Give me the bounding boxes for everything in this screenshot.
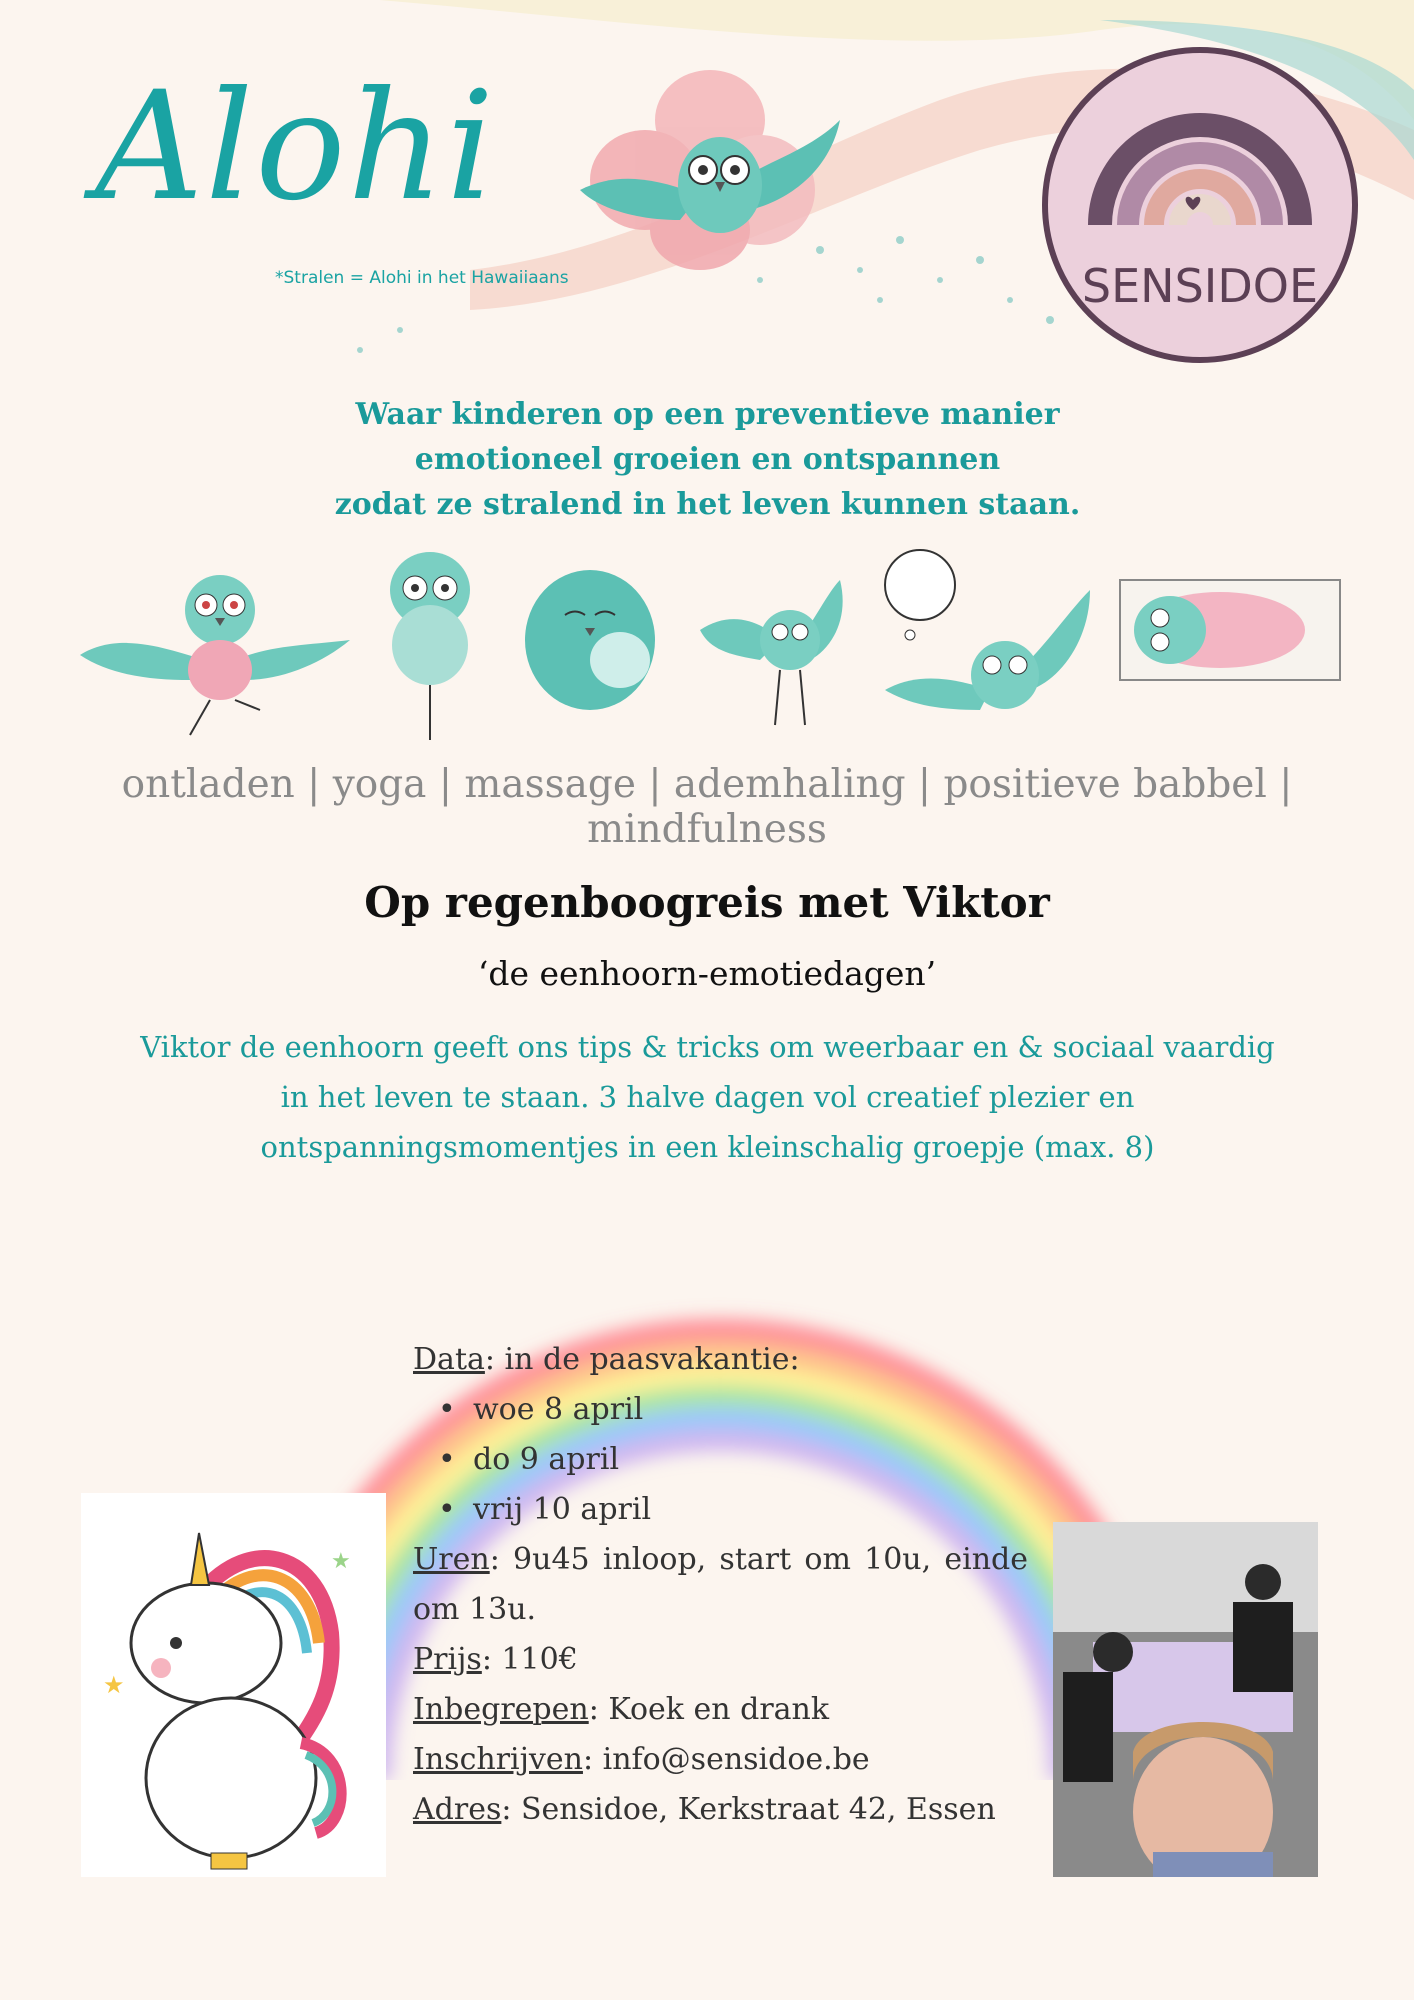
unicorn-illustration (81, 1493, 386, 1877)
logo-note: *Stralen = Alohi in het Hawaiiaans (275, 268, 569, 288)
inschrijven-label: Inschrijven (413, 1742, 583, 1777)
description-line-2: in het leven te staan. 3 halve dagen vol creatief plezier en (280, 1080, 1135, 1114)
date-item: • do 9 april (433, 1435, 1028, 1485)
adres-label: Adres (413, 1792, 502, 1827)
data-row (413, 1335, 1028, 1385)
event-subtitle: ‘de eenhoorn-emotiedagen’ (477, 954, 937, 993)
owl-massage-icon (525, 570, 655, 710)
tagline (230, 392, 1185, 527)
uren-value: : 9u45 inloop, start om 10u, einde om 13u. (413, 1542, 1028, 1627)
inbegrepen-row (413, 1685, 1028, 1735)
prijs-row (413, 1635, 1028, 1685)
sensidoe-label: SENSIDOE (1081, 259, 1319, 313)
event-title: Op regenboogreis met Viktor (364, 878, 1050, 927)
data-label: Data (413, 1342, 485, 1377)
tagline-line-3: zodat ze stralend in het leven kunnen staan. (334, 487, 1081, 522)
owl-breathing-icon (700, 580, 843, 725)
prijs-value: : 110€ (481, 1642, 578, 1677)
description-line-3: ontspanningsmomentjes in een kleinschalig groepje (max. 8) (260, 1130, 1155, 1164)
data-value: : in de paasvakantie: (484, 1342, 800, 1377)
event-info (413, 1335, 1028, 1835)
owl-talk-icon (885, 550, 1090, 710)
adres-row (413, 1785, 1028, 1835)
inbegrepen-value: : Koek en drank (588, 1692, 830, 1727)
uren-row (413, 1535, 1028, 1635)
tagline-line-2: emotioneel groeien en ontspannen (414, 442, 1001, 477)
svg-text:★: ★ (331, 1549, 351, 1574)
owl-mindfulness-icon (1120, 580, 1340, 680)
flower-owl-illustration (560, 60, 845, 275)
event-description (120, 1022, 1295, 1172)
inschrijven-value: : info@sensidoe.be (582, 1742, 870, 1777)
group-photo (1053, 1522, 1318, 1877)
owl-flying-icon (80, 575, 350, 735)
activities-list: ontladen | yoga | massage | ademhaling | positieve babbel | mindfulness (121, 762, 1293, 852)
inbegrepen-label: Inbegrepen (413, 1692, 589, 1727)
sensidoe-logo (1035, 40, 1365, 370)
adres-value: : Sensidoe, Kerkstraat 42, Essen (501, 1792, 996, 1827)
date-item: • woe 8 april (433, 1385, 1028, 1435)
tagline-line-1: Waar kinderen op een preventieve manier (355, 397, 1060, 432)
description-line-1: Viktor de eenhoorn geeft ons tips & tricks om weerbaar en & sociaal vaardig (140, 1030, 1275, 1064)
alohi-logo: Alohi (95, 60, 497, 234)
inschrijven-row (413, 1735, 1028, 1785)
prijs-label: Prijs (413, 1642, 482, 1677)
owl-illustrations (60, 540, 1360, 750)
svg-text:★: ★ (103, 1671, 125, 1699)
date-item: • vrij 10 april (433, 1485, 1028, 1535)
uren-label: Uren (413, 1542, 490, 1577)
owl-yoga-icon (390, 552, 470, 740)
dates-list (413, 1385, 1028, 1535)
